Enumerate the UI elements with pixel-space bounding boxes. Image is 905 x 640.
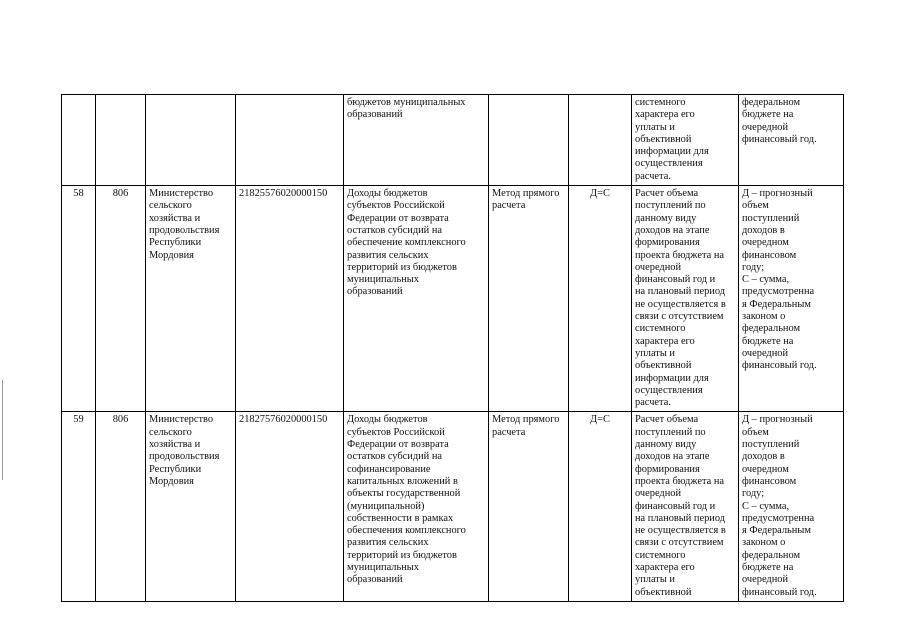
row-number-cell — [62, 95, 96, 186]
scan-edge-mark — [2, 380, 3, 480]
formula-cell — [569, 95, 632, 186]
organization-cell — [146, 95, 236, 186]
table-row — [62, 412, 844, 601]
budget-code-cell: 21827576020000150 — [236, 412, 344, 601]
calculation-description-cell: Расчет объема поступлений по данному виду доходов на этапе формирования проекта бюджета на очередной финансовый год и на плановый период не осуществляется в связи с отсутствием системного характера его уплаты и объективной информации для осуществления расчета. — [632, 186, 739, 412]
method-cell — [489, 95, 569, 186]
formula-cell: Д=С — [569, 186, 632, 412]
revenue-forecast-table — [61, 94, 844, 602]
revenue-name-cell: бюджетов муниципальных образований — [344, 95, 489, 186]
indicator-legend-cell: Д – прогнозный объем поступлений доходов в очередном финансовом году; С – сумма, предусмотренна я Федеральным законом о федеральном бюджете на очередной финансовый год. — [739, 186, 844, 412]
revenue-name-cell: Доходы бюджетов субъектов Российской Федерации от возврата остатков субсидий на обеспечение комплексного развития сельских территорий из бюджетов муниципальных образований — [344, 186, 489, 412]
table-row — [62, 95, 844, 186]
revenue-name-cell: Доходы бюджетов субъектов Российской Федерации от возврата остатков субсидий на софинансирование капитальных вложений в объекты государственной (муниципальной) собственности в рамках обеспечения комплексного развития сельских территорий из бюджетов муниципальных образований — [344, 412, 489, 601]
calculation-description-cell: системного характера его уплаты и объективной информации для осуществления расчета. — [632, 95, 739, 186]
budget-code-cell: 21825576020000150 — [236, 186, 344, 412]
method-cell: Метод прямого расчета — [489, 412, 569, 601]
table-row — [62, 186, 844, 412]
row-number-cell: 59 — [62, 412, 96, 601]
organization-cell: Министерство сельского хозяйства и продовольствия Республики Мордовия — [146, 186, 236, 412]
budget-code-cell — [236, 95, 344, 186]
method-cell: Метод прямого расчета — [489, 186, 569, 412]
admin-code-cell — [96, 95, 146, 186]
row-number-cell: 58 — [62, 186, 96, 412]
formula-cell: Д=С — [569, 412, 632, 601]
indicator-legend-cell: Д – прогнозный объем поступлений доходов в очередном финансовом году; С – сумма, предусмотренна я Федеральным законом о федеральном бюджете на очередной финансовый год. — [739, 412, 844, 601]
admin-code-cell: 806 — [96, 186, 146, 412]
calculation-description-cell: Расчет объема поступлений по данному виду доходов на этапе формирования проекта бюджета на очередной финансовый год и на плановый период не осуществляется в связи с отсутствием системного характера его уплаты и объективной — [632, 412, 739, 601]
organization-cell: Министерство сельского хозяйства и продовольствия Республики Мордовия — [146, 412, 236, 601]
admin-code-cell: 806 — [96, 412, 146, 601]
indicator-legend-cell: федеральном бюджете на очередной финансовый год. — [739, 95, 844, 186]
